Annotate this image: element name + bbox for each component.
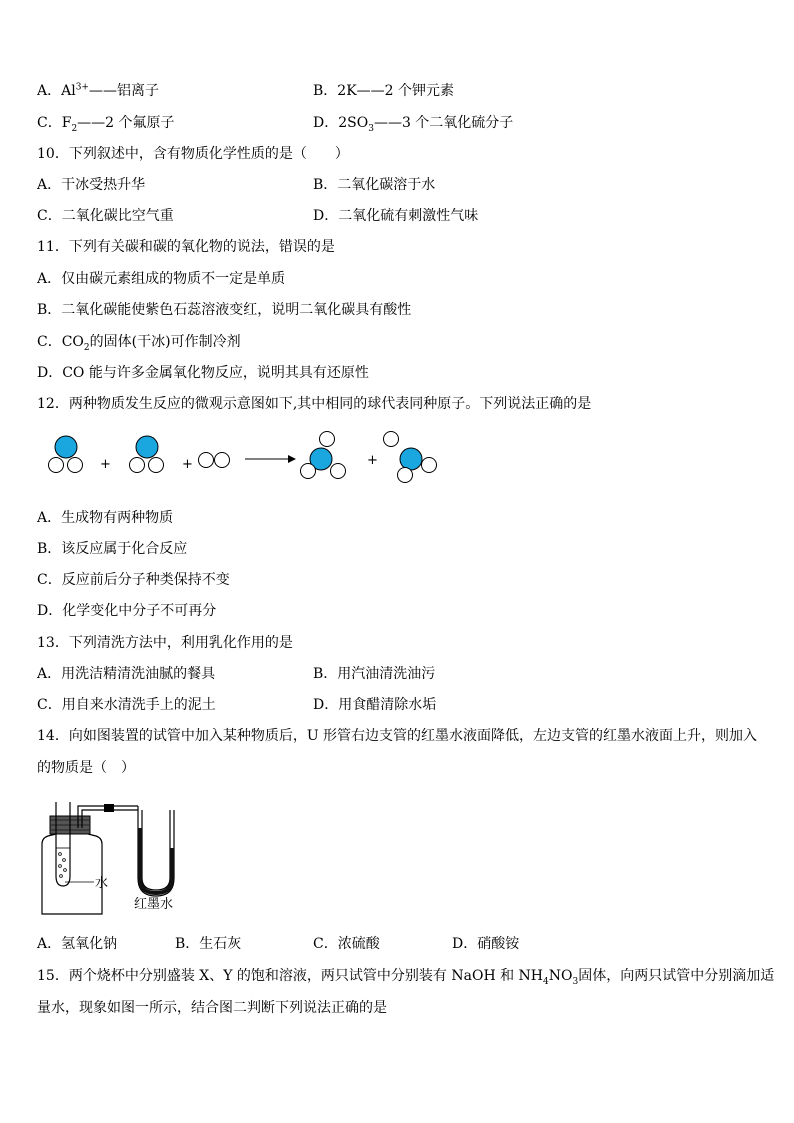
plus-sign-3: + — [367, 453, 378, 468]
q11-option-a: A．仅由碳元素组成的物质不一定是单质 — [37, 271, 286, 287]
u-tube-apparatus — [38, 798, 198, 918]
q15-stem-line-1: 15．两个烧杯中分别盛装 X、Y 的饱和溶液，两只试管中分别装有 NaOH 和 $NH_4NO_3$固体，向两只试管中分别滴加适 — [37, 968, 775, 987]
q10-option-b: B．二氧化碳溶于水 — [313, 177, 436, 193]
q10-stem: 10．下列叙述中，含有物质化学性质的是（ ） — [37, 146, 349, 162]
plus-sign-1: + — [100, 457, 111, 472]
q10-option-c: C．二氧化碳比空气重 — [37, 208, 174, 224]
reaction-diagram — [40, 428, 450, 490]
q12-option-c: C．反应前后分子种类保持不变 — [37, 572, 230, 588]
q14-option-d: D．硝酸铵 — [452, 936, 520, 952]
q13-option-b: B．用汽油清洗油污 — [313, 666, 436, 682]
q14-option-c: C．浓硫酸 — [313, 936, 380, 952]
reactant-molecule-1 — [49, 436, 83, 473]
q12-option-a: A．生成物有两种物质 — [37, 510, 174, 526]
plus-sign-2: + — [182, 457, 193, 472]
q14-stem-line-1: 14．向如图装置的试管中加入某种物质后，U 形管右边支管的红墨水液面降低，左边支管的红墨水液面上升，则加入 — [37, 728, 758, 744]
q11-stem: 11．下列有关碳和碳的氧化物的说法，错误的是 — [37, 239, 335, 255]
q13-option-c: C．用自来水清洗手上的泥土 — [37, 697, 216, 713]
q9-option-a: A．$Al^{3+}——$铝离子 — [37, 82, 159, 99]
q13-option-a: A．用洗洁精清洗油腻的餐具 — [37, 666, 216, 682]
q11-option-d: D．CO 能与许多金属氧化物反应，说明其具有还原性 — [37, 365, 369, 381]
reactant-molecule-3 — [199, 453, 230, 468]
q13-option-d: D．用食醋清除水垢 — [313, 697, 437, 713]
q15-stem-line-2: 量水，现象如图一所示，结合图二判断下列说法正确的是 — [37, 1000, 387, 1016]
q11-option-b: B．二氧化碳能使紫色石蕊溶液变红，说明二氧化碳具有酸性 — [37, 302, 412, 318]
reaction-arrow — [245, 455, 296, 463]
q10-option-a: A．干冰受热升华 — [37, 177, 146, 193]
q9-option-b: B．2K——2 个钾元素 — [313, 83, 455, 99]
q14-stem-line-2: 的物质是（ ） — [37, 760, 135, 776]
q10-option-d: D．二氧化硫有刺激性气味 — [313, 208, 479, 224]
product-molecule-1 — [301, 432, 346, 479]
q14-option-b: B．生石灰 — [175, 936, 242, 952]
water-label: 水 — [95, 876, 109, 891]
q12-stem: 12．两种物质发生反应的微观示意图如下,其中相同的球代表同种原子。下列说法正确的是 — [37, 396, 592, 412]
reactant-molecule-2 — [130, 436, 164, 473]
product-molecule-2 — [384, 432, 437, 483]
q13-stem: 13．下列清洗方法中，利用乳化作用的是 — [37, 635, 293, 651]
flask — [42, 828, 102, 914]
q9-option-c: C．$F_2——2$ 个氟原子 — [37, 115, 175, 134]
q9-option-d: D．$2SO_3——3$ 个二氧化硫分子 — [313, 115, 514, 134]
q12-option-d: D．化学变化中分子不可再分 — [37, 603, 217, 619]
red-ink-label: 红墨水 — [134, 897, 174, 912]
q12-option-b: B．该反应属于化合反应 — [37, 541, 188, 557]
u-tube — [138, 806, 174, 896]
q11-option-c: C．$CO_2$的固体(干冰)可作制冷剂 — [37, 334, 241, 353]
q14-option-a: A．氢氧化钠 — [37, 936, 118, 952]
